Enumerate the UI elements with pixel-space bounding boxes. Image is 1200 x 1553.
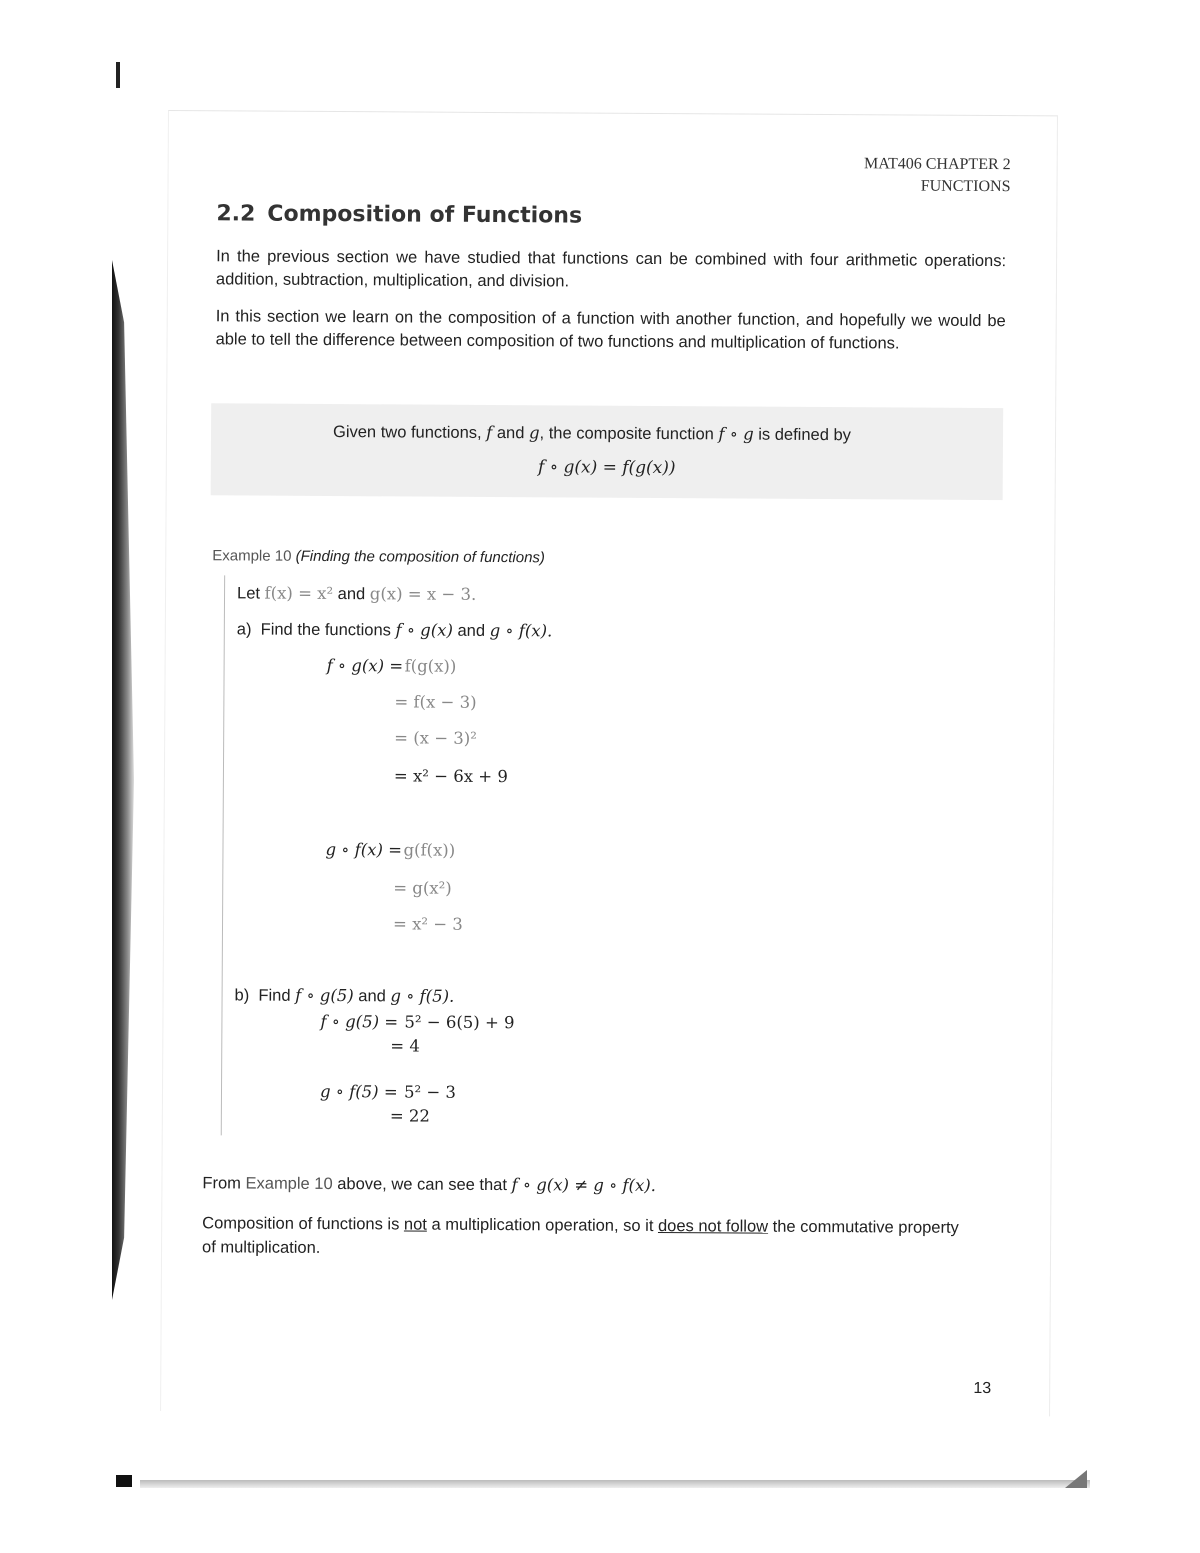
part-a-marker: a) <box>236 620 252 639</box>
gof5-step: 5² − 3 <box>403 1082 457 1102</box>
example-let-line <box>237 583 476 604</box>
part-b-gof5: g ∘ f(5). <box>390 986 455 1006</box>
intro-paragraph-1: In the previous section we have studied that functions can be combined with four arithmetic operations: addition, subtraction, multiplication, and division. <box>215 247 1007 291</box>
conclusion-from: From <box>202 1174 246 1193</box>
part-b-text: Find <box>258 986 296 1005</box>
def-text-3: , the composite function <box>539 424 719 444</box>
page-corner <box>1065 1470 1087 1488</box>
fog-step: = (x − 3)² <box>394 728 477 748</box>
part-b-fog5: f ∘ g(5) <box>295 985 354 1006</box>
conclusion-text-2: a multiplication operation, so it <box>426 1215 659 1236</box>
gof-step: g(f(x)) <box>403 840 456 860</box>
def-text-1: Given two functions, <box>332 423 487 442</box>
document-page <box>160 110 1058 1416</box>
example-body <box>221 575 985 1140</box>
page-number: 13 <box>973 1379 992 1398</box>
fog5-step: = 4 <box>390 1036 420 1056</box>
def-var-f: f <box>486 422 493 442</box>
running-head-course: MAT406 CHAPTER 2 <box>863 155 1011 174</box>
section-title <box>216 201 582 228</box>
section-title-text: Composition of Functions <box>267 201 583 229</box>
conclusion-inequality: f ∘ g(x) ≠ g ∘ f(x). <box>511 1175 657 1196</box>
conclusion-line-1 <box>202 1173 656 1196</box>
example-heading <box>212 547 545 566</box>
example-label: Example 10 <box>212 547 292 565</box>
fog-step: f(g(x)) <box>404 656 457 676</box>
part-b-marker: b) <box>234 986 250 1005</box>
fog-lhs: f ∘ g(x) = <box>326 655 404 676</box>
scan-mark-bottom <box>116 1475 132 1487</box>
fog5-lhs: f ∘ g(5) = <box>320 1011 399 1032</box>
part-b-and: and <box>353 987 391 1006</box>
scan-mark-top <box>116 62 120 88</box>
running-head <box>864 153 1011 198</box>
gof5-lhs: g ∘ f(5) = <box>319 1081 398 1102</box>
conclusion-not: not <box>403 1215 427 1234</box>
conclusion-does-not-follow: does not follow <box>657 1217 769 1236</box>
fog-step: = x² − 6x + 9 <box>393 766 508 787</box>
f-definition: f(x) = x² <box>264 583 334 604</box>
gof-step: = x² − 3 <box>392 914 463 934</box>
conclusion-rest: above, we can see that <box>332 1175 512 1195</box>
conclusion-text-3: the commutative property of multiplication. <box>201 1217 959 1257</box>
example-title: (Finding the composition of functions) <box>295 547 546 567</box>
def-text-2: and <box>492 423 530 443</box>
gof-lhs: g ∘ f(x) = <box>325 839 403 860</box>
fog5-step: 5² − 6(5) + 9 <box>404 1012 515 1033</box>
conclusion-example-ref: Example 10 <box>245 1174 333 1194</box>
part-a-text: Find the functions <box>260 620 396 640</box>
page-bottom-shadow <box>140 1480 1090 1488</box>
def-text-4: is defined by <box>753 425 851 445</box>
part-a-gof: g ∘ f(x). <box>489 620 553 641</box>
gof5-step: = 22 <box>389 1106 430 1126</box>
intro-paragraph-2: In this section we learn on the composition of a function with another function, and hopefully we would be able to tell the difference between composition of two functions and multiplication of functions. <box>215 307 1006 353</box>
running-head-chapter: FUNCTIONS <box>920 177 1011 196</box>
part-a-and: and <box>452 621 490 640</box>
conclusion-text-1: Composition of functions is <box>202 1214 405 1234</box>
definition-statement <box>333 422 851 445</box>
part-a-fog: f ∘ g(x) <box>395 620 453 640</box>
and-word: and <box>333 585 370 604</box>
section-number: 2.2 <box>216 201 256 227</box>
def-composite: f ∘ g <box>718 424 754 444</box>
gof-step: = g(x²) <box>393 878 452 898</box>
part-a-prompt <box>237 619 553 641</box>
def-var-g: g <box>528 423 540 443</box>
definition-box <box>211 403 1004 500</box>
conclusion-paragraph <box>202 1211 972 1264</box>
part-b-prompt <box>235 985 455 1006</box>
let-word: Let <box>236 584 265 603</box>
fog-step: = f(x − 3) <box>394 692 477 712</box>
definition-formula: f ∘ g(x) = f(g(x)) <box>537 457 676 479</box>
binder-edge <box>112 260 134 1300</box>
g-definition: g(x) = x − 3. <box>369 584 477 604</box>
